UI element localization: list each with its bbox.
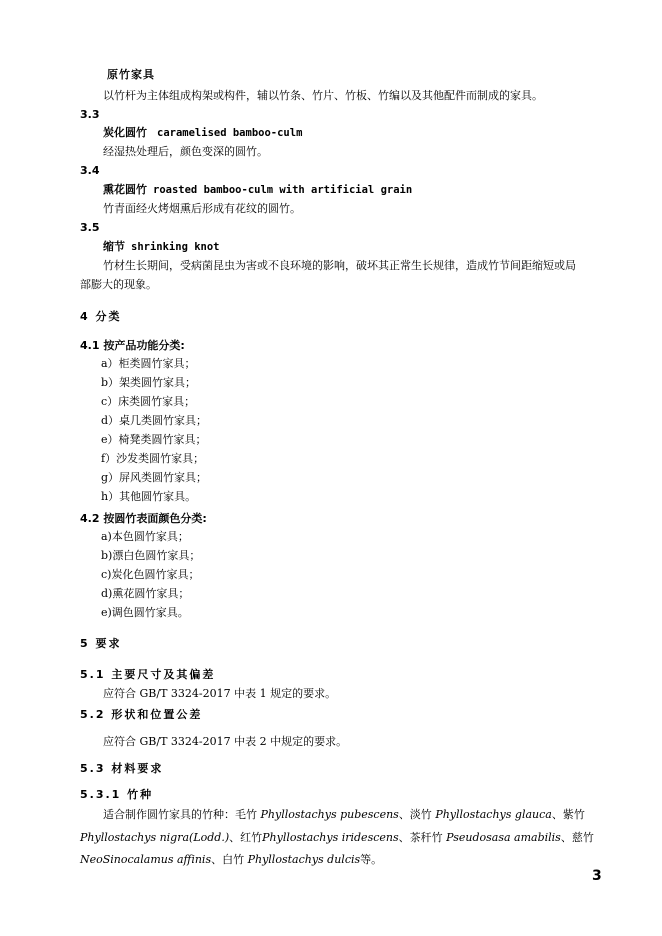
term-number: 3.3: [80, 108, 100, 121]
list-item: b)漂白色圆竹家具；: [101, 549, 201, 562]
term-number: 3.5: [80, 221, 100, 234]
list-item: e）椅凳类圆竹家具；: [101, 433, 207, 446]
subsection-heading: 4.1 按产品功能分类:: [80, 339, 185, 352]
subsection-heading: 5.2 形状和位置公差: [80, 708, 203, 721]
list-item: f）沙发类圆竹家具；: [101, 452, 205, 465]
list-item: h）其他圆竹家具。: [101, 490, 197, 503]
term-name-zh: 缩节: [103, 240, 125, 253]
term-number: 3.4: [80, 164, 100, 177]
term-heading: [103, 240, 220, 254]
list-item: e)调色圆竹家具。: [101, 606, 189, 619]
term-name-en: caramelised bamboo-culm: [157, 127, 303, 139]
species-latin: Phyllostachys glauca: [435, 808, 552, 821]
term-name-en: shrinking knot: [131, 241, 220, 253]
list-item: b）架类圆竹家具；: [101, 376, 197, 389]
species-latin: Phyllostachys dulcis: [247, 853, 361, 866]
paragraph: 应符合 GB/T 3324-2017 中表 2 中规定的要求。: [103, 735, 348, 748]
list-item: c)炭化色圆竹家具；: [101, 568, 200, 581]
species-latin: NeoSinocalamus affinis: [80, 853, 212, 866]
term-heading: [103, 183, 412, 197]
term-definition-cont: 部膨大的现象。: [80, 278, 157, 291]
list-item: d)熏花圆竹家具；: [101, 587, 190, 600]
term-heading: [103, 126, 302, 140]
list-item: g）屏风类圆竹家具；: [101, 471, 208, 484]
subsubsection-heading: 5.3.1 竹种: [80, 788, 154, 801]
section-heading: 5 要求: [80, 637, 122, 650]
list-item: d）桌几类圆竹家具；: [101, 414, 208, 427]
list-item: a)本色圆竹家具；: [101, 530, 189, 543]
paragraph-line: NeoSinocalamus affinis、白竹 Phyllostachys dulcis等。: [80, 853, 383, 866]
paragraph: 应符合 GB/T 3324-2017 中表 1 规定的要求。: [103, 687, 337, 700]
section-heading: 4 分类: [80, 310, 122, 323]
subsection-heading: 5.3 材料要求: [80, 762, 164, 775]
species-latin: Phyllostachys pubescens: [260, 808, 399, 821]
species-latin: Pseudosasa amabilis: [446, 831, 561, 844]
subsection-heading: 5.1 主要尺寸及其偏差: [80, 668, 216, 681]
subsection-heading: 4.2 按圆竹表面颜色分类:: [80, 512, 207, 525]
paragraph-line: Phyllostachys nigra(Lodd.)、红竹Phyllostachys iridescens、茶秆竹 Pseudosasa amabilis、慈竹: [80, 831, 594, 844]
term-name-en: roasted bamboo-culm with artificial grain: [153, 184, 413, 196]
term-name-zh: 炭化圆竹: [103, 126, 147, 139]
term-definition: 经湿热处理后，颜色变深的圆竹。: [103, 145, 268, 158]
term-name: 原竹家具: [107, 68, 155, 81]
term-definition: 竹青面经火烤烟熏后形成有花纹的圆竹。: [103, 202, 301, 215]
list-item: a）柜类圆竹家具；: [101, 357, 196, 370]
species-latin: Phyllostachys nigra(Lodd.): [80, 831, 230, 844]
page-number: 3: [592, 868, 602, 884]
term-definition: 竹材生长期间，受病菌昆虫为害或不良环境的影响，破坏其正常生长规律，造成竹节间距缩短或局: [103, 259, 576, 272]
list-item: c）床类圆竹家具；: [101, 395, 196, 408]
term-definition: 以竹杆为主体组成构架或构件，辅以竹条、竹片、竹板、竹编以及其他配件而制成的家具。: [103, 89, 543, 102]
paragraph-line: 适合制作圆竹家具的竹种：毛竹 Phyllostachys pubescens、淡竹 Phyllostachys glauca、紫竹: [103, 808, 585, 821]
term-name-zh: 熏花圆竹: [103, 183, 147, 196]
species-latin: Phyllostachys iridescens: [262, 831, 399, 844]
